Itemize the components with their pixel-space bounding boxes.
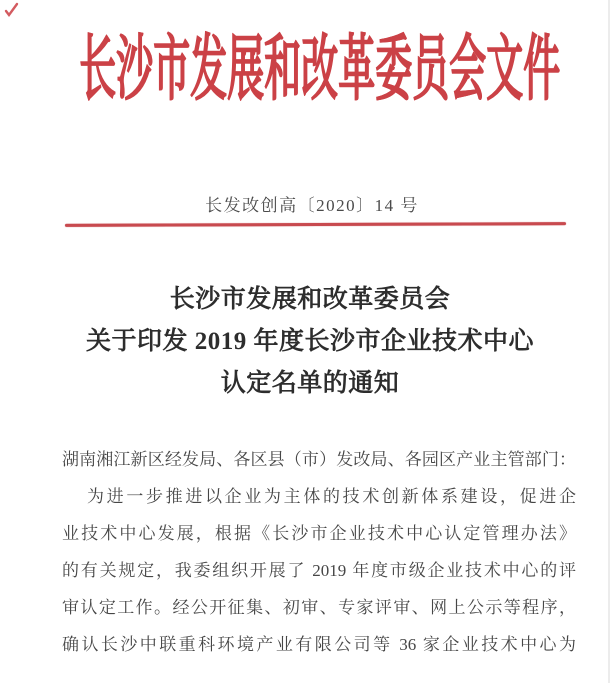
red-divider-line: [65, 222, 566, 227]
body-line: 审认定工作。经公开征集、初审、专家评审、网上公示等程序，: [62, 598, 576, 617]
document-title: [0, 279, 616, 405]
document-title-line3: 认定名单的通知: [220, 370, 400, 397]
corner-red-mark-icon: [4, 2, 20, 18]
body-line: 的有关规定，我委组织开展了 2019 年度市级企业技术中心的评: [62, 561, 576, 580]
document-title-line2: 关于印发 2019 年度长沙市企业技术中心: [85, 328, 534, 355]
agency-banner-title: 长沙市发展和改革委员会文件: [79, 31, 560, 111]
body-line: 确认长沙中联重科环境产业有限公司等 36 家企业技术中心为: [62, 635, 576, 654]
scan-page-edge: [608, 0, 610, 683]
body-salutation-line: 湖南湘江新区经发局、各区县（市）发改局、各园区产业主管部门：: [62, 450, 576, 469]
body-line: 业技术中心发展，根据《长沙市企业技术中心认定管理办法》: [62, 524, 576, 543]
document-number: 长发改创高〔2020〕14 号: [205, 196, 419, 215]
document-body: [62, 441, 576, 663]
document-title-line1: 长沙市发展和改革委员会: [169, 286, 451, 313]
body-line: 为进一步推进以企业为主体的技术创新体系建设，促进企: [87, 487, 576, 506]
